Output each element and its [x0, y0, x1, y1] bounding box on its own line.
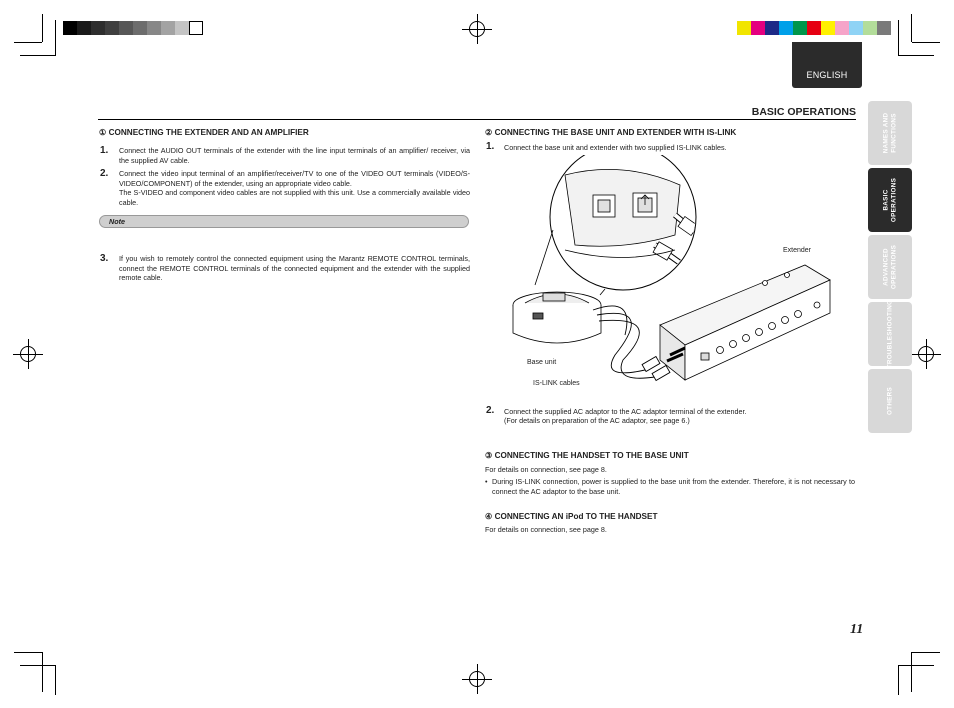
step-text: Connect the supplied AC adaptor to the AC adaptor terminal of the extender. [504, 407, 747, 416]
gray-swatch [77, 21, 91, 35]
gray-swatch [119, 21, 133, 35]
tab-names-and-functions[interactable]: NAMES AND FUNCTIONS [868, 101, 912, 165]
step-text-extra: The S-VIDEO and component video cables are not supplied with this unit. Use a commercially available video cable. [119, 188, 470, 207]
language-tab: ENGLISH [792, 42, 862, 88]
label-extender: Extender [783, 247, 812, 254]
step-text: Connect the video input terminal of an amplifier/receiver/TV to one of the VIDEO OUT terminals (VIDEO/S-VIDEO/COMPONENT) of the extender, using an appropriate video cable. [119, 169, 470, 188]
step-number: 1. [100, 145, 109, 156]
title-rule [98, 119, 856, 120]
color-swatch [849, 21, 863, 35]
color-swatch [737, 21, 751, 35]
paragraph: For details on connection, see page 8. [485, 465, 607, 474]
step-number: 1. [486, 141, 495, 152]
section-title: BASIC OPERATIONS [751, 106, 856, 118]
gray-swatch [91, 21, 105, 35]
color-swatch [807, 21, 821, 35]
right-heading-3: ③ CONNECTING THE HANDSET TO THE BASE UNIT [485, 451, 689, 460]
color-swatch [835, 21, 849, 35]
step-text: If you wish to remotely control the connected equipment using the Marantz REMOTE CONTROL terminals, connect the REMOTE CONTROL terminals of the connected equipment and the extender with the supplied remote cable. [119, 254, 470, 283]
left-heading: ① CONNECTING THE EXTENDER AND AN AMPLIFIER [99, 128, 309, 137]
extender-drawing [660, 265, 830, 380]
base-unit-drawing [513, 292, 601, 343]
color-swatch [821, 21, 835, 35]
zoom-detail [550, 155, 715, 290]
gray-swatch [105, 21, 119, 35]
tab-basic-operations[interactable]: BASIC OPERATIONS [868, 168, 912, 232]
color-swatch [765, 21, 779, 35]
step-text: Connect the base unit and extender with two supplied IS-LINK cables. [504, 143, 727, 152]
tab-advanced-operations[interactable]: ADVANCED OPERATIONS [868, 235, 912, 299]
gray-swatch [189, 21, 203, 35]
step-text-extra: (For details on preparation of the AC adaptor, see page 6.) [504, 416, 690, 425]
step-number: 2. [100, 168, 109, 179]
color-swatch [793, 21, 807, 35]
tab-troubleshooting[interactable]: TROUBLESHOOTING [868, 302, 912, 366]
step-number: 3. [100, 253, 109, 264]
right-heading-4: ④ CONNECTING AN iPod TO THE HANDSET [485, 512, 658, 521]
color-swatch [779, 21, 793, 35]
paragraph: For details on connection, see page 8. [485, 525, 607, 534]
gray-swatch [175, 21, 189, 35]
islink-cable-drawing [593, 306, 670, 381]
label-islink-cables: IS-LINK cables [533, 380, 580, 387]
gray-swatch [147, 21, 161, 35]
page-number: 11 [850, 622, 864, 637]
registration-mark-bottom [462, 664, 492, 694]
color-swatch [877, 21, 891, 35]
color-swatch [863, 21, 877, 35]
right-heading-1: ② CONNECTING THE BASE UNIT AND EXTENDER WITH IS-LINK [485, 128, 737, 137]
color-swatch [751, 21, 765, 35]
registration-mark-left [13, 339, 43, 369]
gray-swatch [133, 21, 147, 35]
bullet-mark: • [485, 477, 488, 486]
step-number: 2. [486, 405, 495, 416]
note-label: Note [109, 217, 125, 226]
gray-swatch [63, 21, 77, 35]
registration-mark-right [911, 339, 941, 369]
bullet-text: During IS-LINK connection, power is supplied to the base unit from the extender. Therefore, it is not necessary to connect the AC adaptor to the base unit. [492, 477, 855, 496]
note-bar [99, 215, 469, 228]
label-base-unit: Base unit [527, 359, 557, 366]
step-text: Connect the AUDIO OUT terminals of the extender with the line input terminals of an amplifier/ receiver, via the supplied AV cable. [119, 146, 470, 165]
registration-mark-top [462, 14, 492, 44]
tab-others[interactable]: OTHERS [868, 369, 912, 433]
gray-swatch [161, 21, 175, 35]
